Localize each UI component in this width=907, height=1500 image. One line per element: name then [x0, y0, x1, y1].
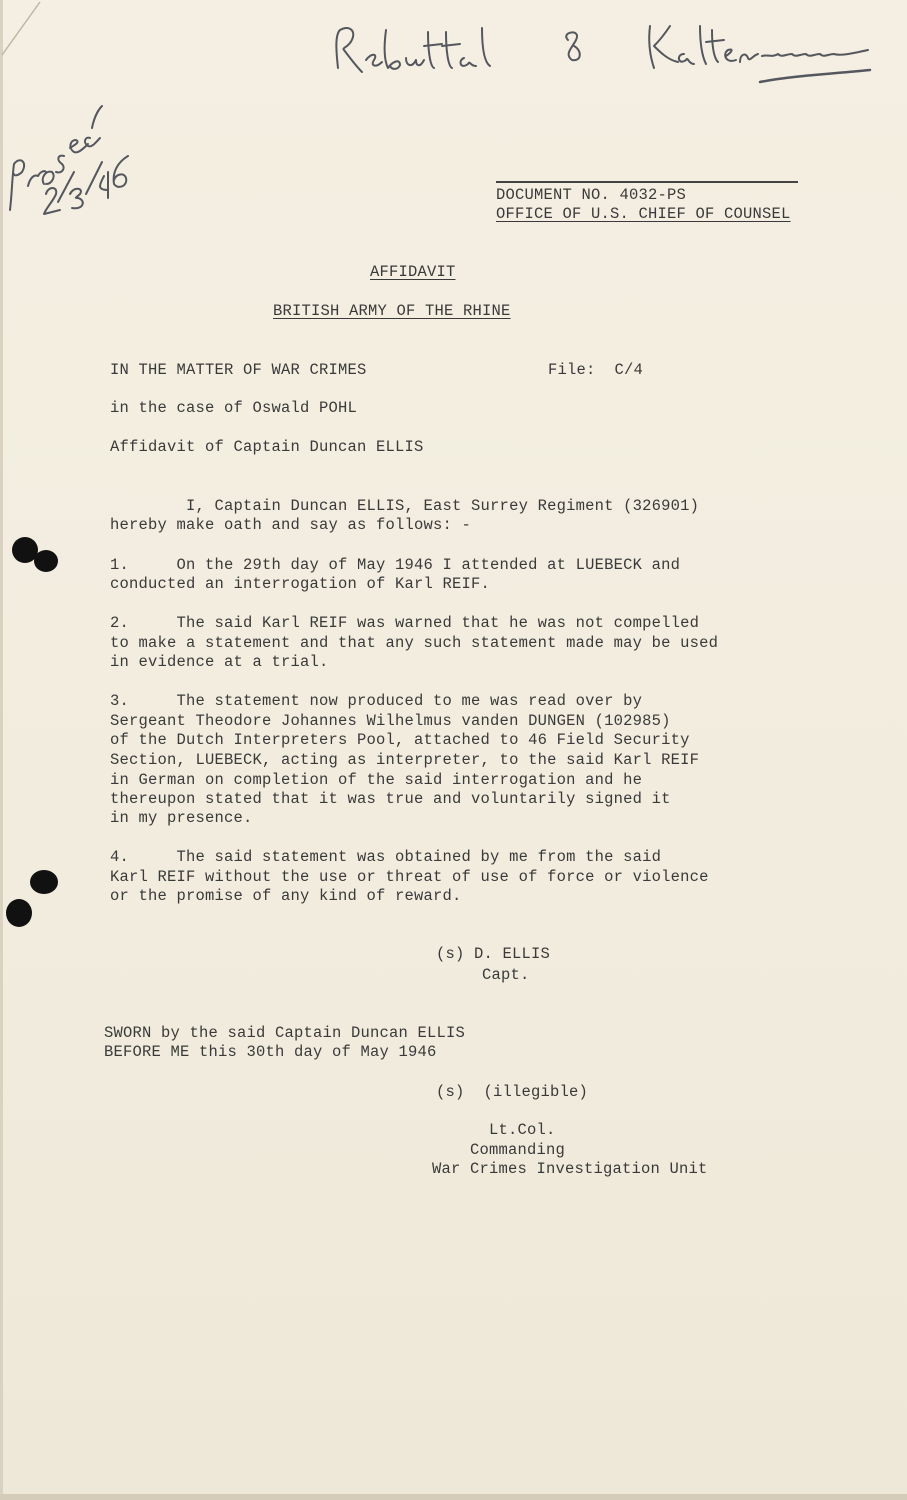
body-line: 3. The statement now produced to me was read over by — [110, 692, 643, 710]
sworn-line: BEFORE ME this 30th day of May 1946 — [104, 1043, 437, 1061]
officer-rank: Lt.Col. — [489, 1121, 556, 1139]
officer-role: Commanding — [470, 1141, 566, 1159]
punch-hole — [34, 550, 58, 572]
body-line: hereby make oath and say as follows: - — [110, 516, 472, 534]
handwritten-annotation-top — [320, 10, 880, 95]
body-line: 4. The said statement was obtained by me from the said — [110, 848, 662, 866]
matter-label: IN THE MATTER OF WAR CRIMES — [110, 361, 367, 379]
affidavit-title: AFFIDAVIT — [370, 263, 456, 281]
signature-name: (s) D. ELLIS — [436, 945, 551, 963]
body-line: of the Dutch Interpreters Pool, attached to 46 Field Security — [110, 731, 690, 749]
affidavit-of-line: Affidavit of Captain Duncan ELLIS — [110, 438, 424, 456]
body-line: in evidence at a trial. — [110, 653, 329, 671]
army-title: BRITISH ARMY OF THE RHINE — [273, 302, 511, 320]
body-line: I, Captain Duncan ELLIS, East Surrey Regiment (326901) — [110, 497, 700, 515]
handwritten-annotation-margin — [0, 98, 150, 218]
punch-hole — [6, 899, 32, 927]
page-edge — [0, 0, 3, 1500]
sworn-line: SWORN by the said Captain Duncan ELLIS — [104, 1024, 466, 1042]
body-line: 2. The said Karl REIF was warned that he was not compelled — [110, 614, 700, 632]
document-number: DOCUMENT NO. 4032-PS — [496, 186, 687, 204]
body-line: Karl REIF without the use or threat of use of force or violence — [110, 868, 709, 886]
body-line: thereupon stated that it was true and voluntarily signed it — [110, 790, 671, 808]
office-line: OFFICE OF U.S. CHIEF OF COUNSEL — [496, 205, 791, 223]
signature-rank: Capt. — [482, 966, 530, 984]
body-line: conducted an interrogation of Karl REIF. — [110, 575, 491, 593]
officer-signature: (s) (illegible) — [436, 1083, 589, 1101]
body-line: Sergeant Theodore Johannes Wilhelmus vanden DUNGEN (102985) — [110, 712, 671, 730]
header-rule-top — [496, 181, 798, 183]
body-line: in German on completion of the said interrogation and he — [110, 771, 643, 789]
body-line: Section, LUEBECK, acting as interpreter, to the said Karl REIF — [110, 751, 700, 769]
case-line: in the case of Oswald POHL — [110, 399, 358, 417]
page-edge-bottom — [0, 1494, 907, 1500]
body-line: to make a statement and that any such statement made may be used — [110, 634, 719, 652]
officer-unit: War Crimes Investigation Unit — [432, 1160, 708, 1178]
punch-hole — [30, 870, 58, 894]
body-line: or the promise of any kind of reward. — [110, 887, 462, 905]
body-line: in my presence. — [110, 809, 253, 827]
body-line: 1. On the 29th day of May 1946 I attended at LUEBECK and — [110, 556, 681, 574]
file-number: File: C/4 — [548, 361, 644, 379]
fold-mark — [0, 0, 70, 60]
